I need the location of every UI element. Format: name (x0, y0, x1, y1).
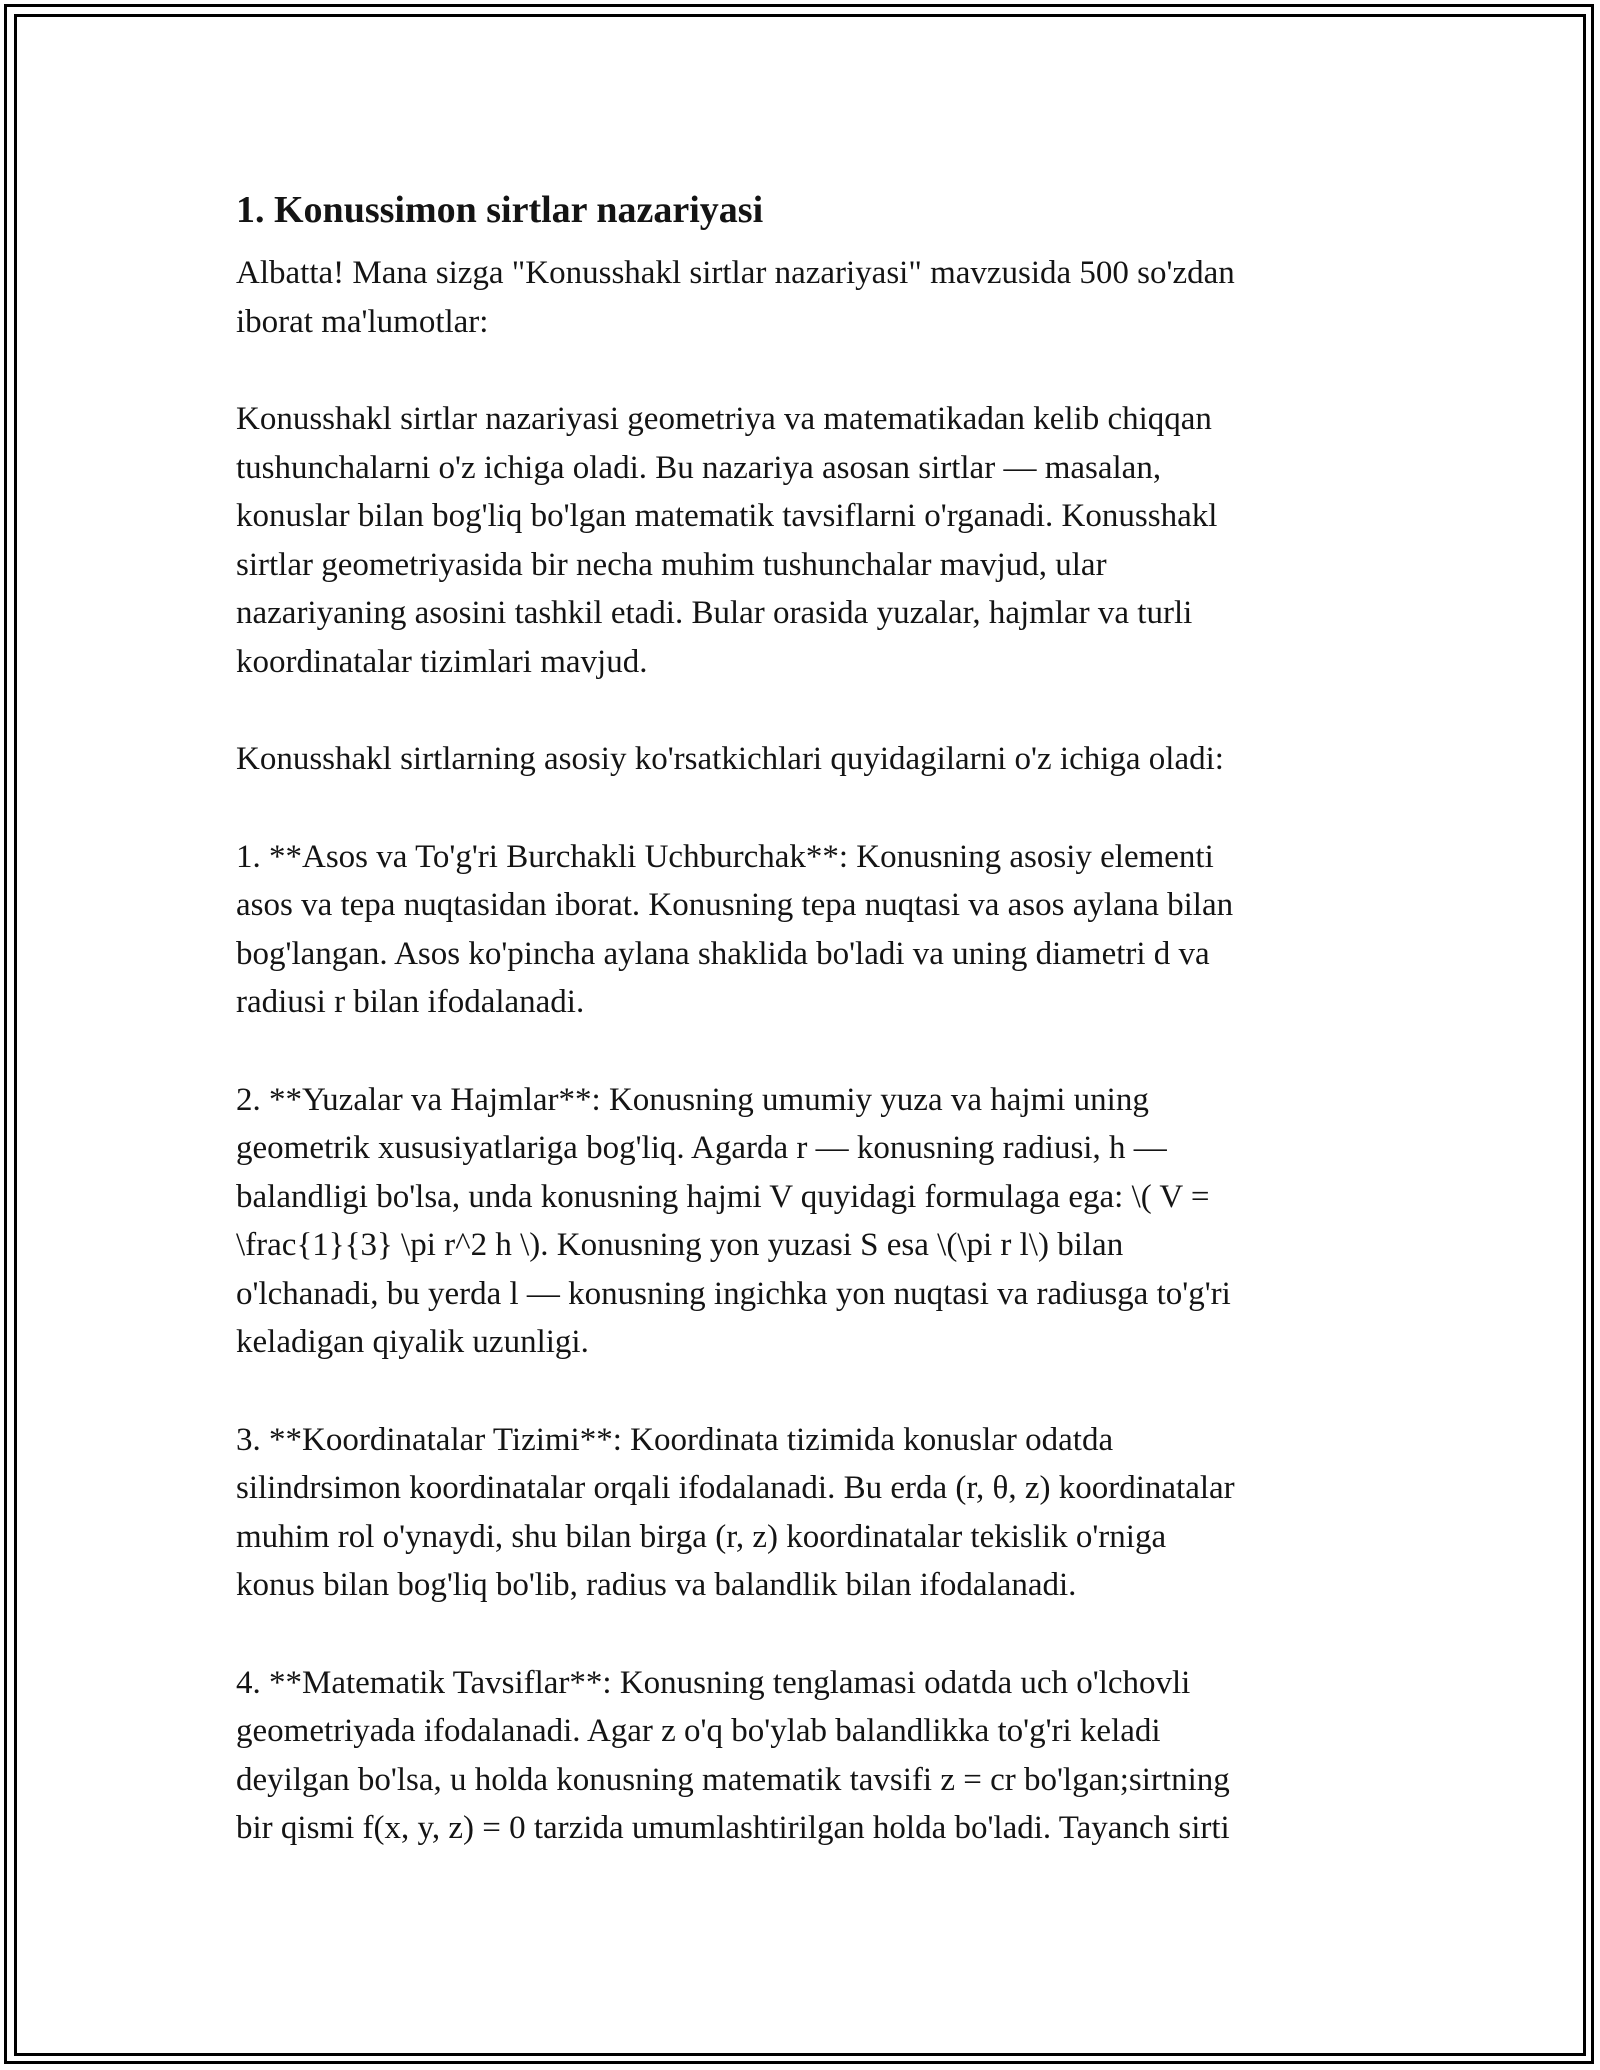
document-body (236, 186, 1356, 1902)
text-line: 2. **Yuzalar va Hajmlar**: Konusning umumiy yuza va hajmi uning (236, 1081, 1149, 1118)
text-line: Konusshakl sirtlar nazariyasi geometriya va matematikadan kelib chiqqan (236, 401, 1212, 437)
text-line: 3. **Koordinatalar Tizimi**: Koordinata tizimida konuslar odatda (236, 1421, 1114, 1458)
text-line: muhim rol o'ynaydi, shu bilan birga (r, z) koordinatalar tekislik o'rniga (236, 1518, 1167, 1555)
text-line: sirtlar geometriyasida bir necha muhim tushunchalar mavjud, ular (236, 546, 1107, 583)
list-item-2 (236, 1076, 1356, 1367)
text-line: 4. **Matematik Tavsiflar**: Konusning tenglamasi odatda uch o'lchovli (236, 1664, 1191, 1701)
text-line: \frac{1}{3} \pi r^2 h \). Konusning yon yuzasi S esa \(\pi r l\) bilan (236, 1227, 1124, 1263)
text-line: koordinatalar tizimlari mavjud. (236, 643, 648, 680)
text-line: silindrsimon koordinatalar orqali ifodalanadi. Bu erda (r, θ, z) koordinatalar (236, 1470, 1235, 1506)
text-line: keladigan qiyalik uzunligi. (236, 1324, 589, 1360)
list-item-3 (236, 1416, 1356, 1610)
text-line: iborat ma'lumotlar: (236, 303, 489, 340)
text-line: radiusi r bilan ifodalanadi. (236, 984, 585, 1020)
text-line: deyilgan bo'lsa, u holda konusning matematik tavsifi z = cr bo'lgan;sirtning (236, 1761, 1230, 1798)
overview-paragraph (236, 395, 1356, 686)
section-heading: 1. Konussimon sirtlar nazariyasi (236, 189, 764, 231)
text-line: tushunchalarni o'z ichiga oladi. Bu nazariya asosan sirtlar — masalan, (236, 449, 1162, 486)
text-line: Albatta! Mana sizga "Konusshakl sirtlar nazariyasi" mavzusida 500 so'zdan (236, 255, 1235, 291)
text-line: balandligi bo'lsa, unda konusning hajmi V quyidagi formulaga ega: \( V = (236, 1178, 1210, 1215)
text-line: asos va tepa nuqtasidan iborat. Konusning tepa nuqtasi va asos aylana bilan (236, 887, 1234, 923)
text-line: geometrik xususiyatlariga bog'liq. Agarda r — konusning radiusi, h — (236, 1130, 1167, 1166)
list-intro-paragraph (236, 735, 1356, 784)
text-line: geometriyada ifodalanadi. Agar z o'q bo'ylab balandlikka to'g'ri keladi (236, 1713, 1161, 1749)
text-line: Konusshakl sirtlarning asosiy ko'rsatkichlari quyidagilarni o'z ichiga oladi: (236, 741, 1224, 777)
intro-paragraph (236, 249, 1356, 346)
text-line: 1. **Asos va To'g'ri Burchakli Uchburchak**: Konusning asosiy elementi (236, 838, 1214, 875)
text-line: nazariyaning asosini tashkil etadi. Bular orasida yuzalar, hajmlar va turli (236, 595, 1193, 631)
text-line: o'lchanadi, bu yerda l — konusning ingichka yon nuqtasi va radiusga to'g'ri (236, 1275, 1231, 1312)
text-line: bir qismi f(x, y, z) = 0 tarzida umumlashtirilgan holda bo'ladi. Tayanch sirti (236, 1810, 1230, 1846)
text-line: bog'langan. Asos ko'pincha aylana shaklida bo'ladi va uning diametri d va (236, 935, 1210, 972)
text-line: konuslar bilan bog'liq bo'lgan matematik tavsiflarni o'rganadi. Konusshakl (236, 498, 1218, 534)
list-item-4 (236, 1659, 1356, 1853)
list-item-1 (236, 833, 1356, 1027)
text-line: konus bilan bog'liq bo'lib, radius va balandlik bilan ifodalanadi. (236, 1567, 1077, 1603)
